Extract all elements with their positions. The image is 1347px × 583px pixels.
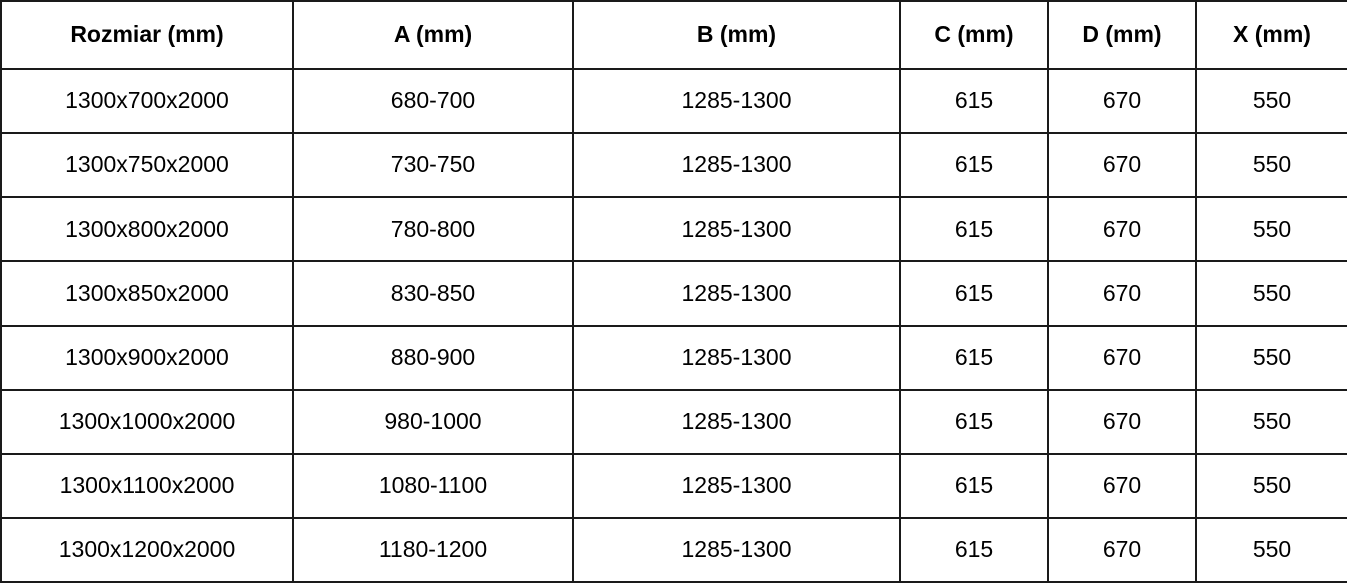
column-header-x: X (mm) xyxy=(1196,1,1347,69)
table-header xyxy=(1,1,1347,69)
cell-b: 1285-1300 xyxy=(573,261,900,325)
cell-d: 670 xyxy=(1048,197,1196,261)
table-row xyxy=(1,197,1347,261)
column-header-d: D (mm) xyxy=(1048,1,1196,69)
cell-x: 550 xyxy=(1196,326,1347,390)
cell-d: 670 xyxy=(1048,261,1196,325)
cell-a: 830-850 xyxy=(293,261,573,325)
cell-x: 550 xyxy=(1196,454,1347,518)
cell-x: 550 xyxy=(1196,69,1347,133)
table-row xyxy=(1,261,1347,325)
cell-d: 670 xyxy=(1048,326,1196,390)
column-header-size: Rozmiar (mm) xyxy=(1,1,293,69)
cell-d: 670 xyxy=(1048,133,1196,197)
table-row xyxy=(1,326,1347,390)
cell-size: 1300x1000x2000 xyxy=(1,390,293,454)
cell-c: 615 xyxy=(900,326,1048,390)
cell-b: 1285-1300 xyxy=(573,518,900,582)
table-row xyxy=(1,454,1347,518)
cell-size: 1300x800x2000 xyxy=(1,197,293,261)
cell-c: 615 xyxy=(900,454,1048,518)
cell-size: 1300x900x2000 xyxy=(1,326,293,390)
cell-c: 615 xyxy=(900,261,1048,325)
cell-d: 670 xyxy=(1048,69,1196,133)
cell-size: 1300x1200x2000 xyxy=(1,518,293,582)
cell-size: 1300x1100x2000 xyxy=(1,454,293,518)
cell-c: 615 xyxy=(900,390,1048,454)
cell-c: 615 xyxy=(900,518,1048,582)
cell-b: 1285-1300 xyxy=(573,69,900,133)
cell-a: 980-1000 xyxy=(293,390,573,454)
column-header-c: C (mm) xyxy=(900,1,1048,69)
cell-c: 615 xyxy=(900,69,1048,133)
cell-a: 1180-1200 xyxy=(293,518,573,582)
cell-x: 550 xyxy=(1196,518,1347,582)
cell-size: 1300x700x2000 xyxy=(1,69,293,133)
table-row xyxy=(1,518,1347,582)
cell-d: 670 xyxy=(1048,390,1196,454)
cell-c: 615 xyxy=(900,133,1048,197)
column-header-b: B (mm) xyxy=(573,1,900,69)
cell-a: 680-700 xyxy=(293,69,573,133)
cell-a: 1080-1100 xyxy=(293,454,573,518)
column-header-a: A (mm) xyxy=(293,1,573,69)
cell-size: 1300x750x2000 xyxy=(1,133,293,197)
cell-x: 550 xyxy=(1196,133,1347,197)
cell-x: 550 xyxy=(1196,197,1347,261)
cell-a: 780-800 xyxy=(293,197,573,261)
table-row xyxy=(1,133,1347,197)
cell-c: 615 xyxy=(900,197,1048,261)
cell-a: 880-900 xyxy=(293,326,573,390)
cell-b: 1285-1300 xyxy=(573,326,900,390)
cell-x: 550 xyxy=(1196,261,1347,325)
cell-d: 670 xyxy=(1048,454,1196,518)
table-row xyxy=(1,69,1347,133)
table-header-row xyxy=(1,1,1347,69)
cell-size: 1300x850x2000 xyxy=(1,261,293,325)
cell-b: 1285-1300 xyxy=(573,454,900,518)
cell-a: 730-750 xyxy=(293,133,573,197)
table-body xyxy=(1,69,1347,582)
table-row xyxy=(1,390,1347,454)
cell-b: 1285-1300 xyxy=(573,390,900,454)
cell-x: 550 xyxy=(1196,390,1347,454)
cell-b: 1285-1300 xyxy=(573,133,900,197)
cell-d: 670 xyxy=(1048,518,1196,582)
cell-b: 1285-1300 xyxy=(573,197,900,261)
